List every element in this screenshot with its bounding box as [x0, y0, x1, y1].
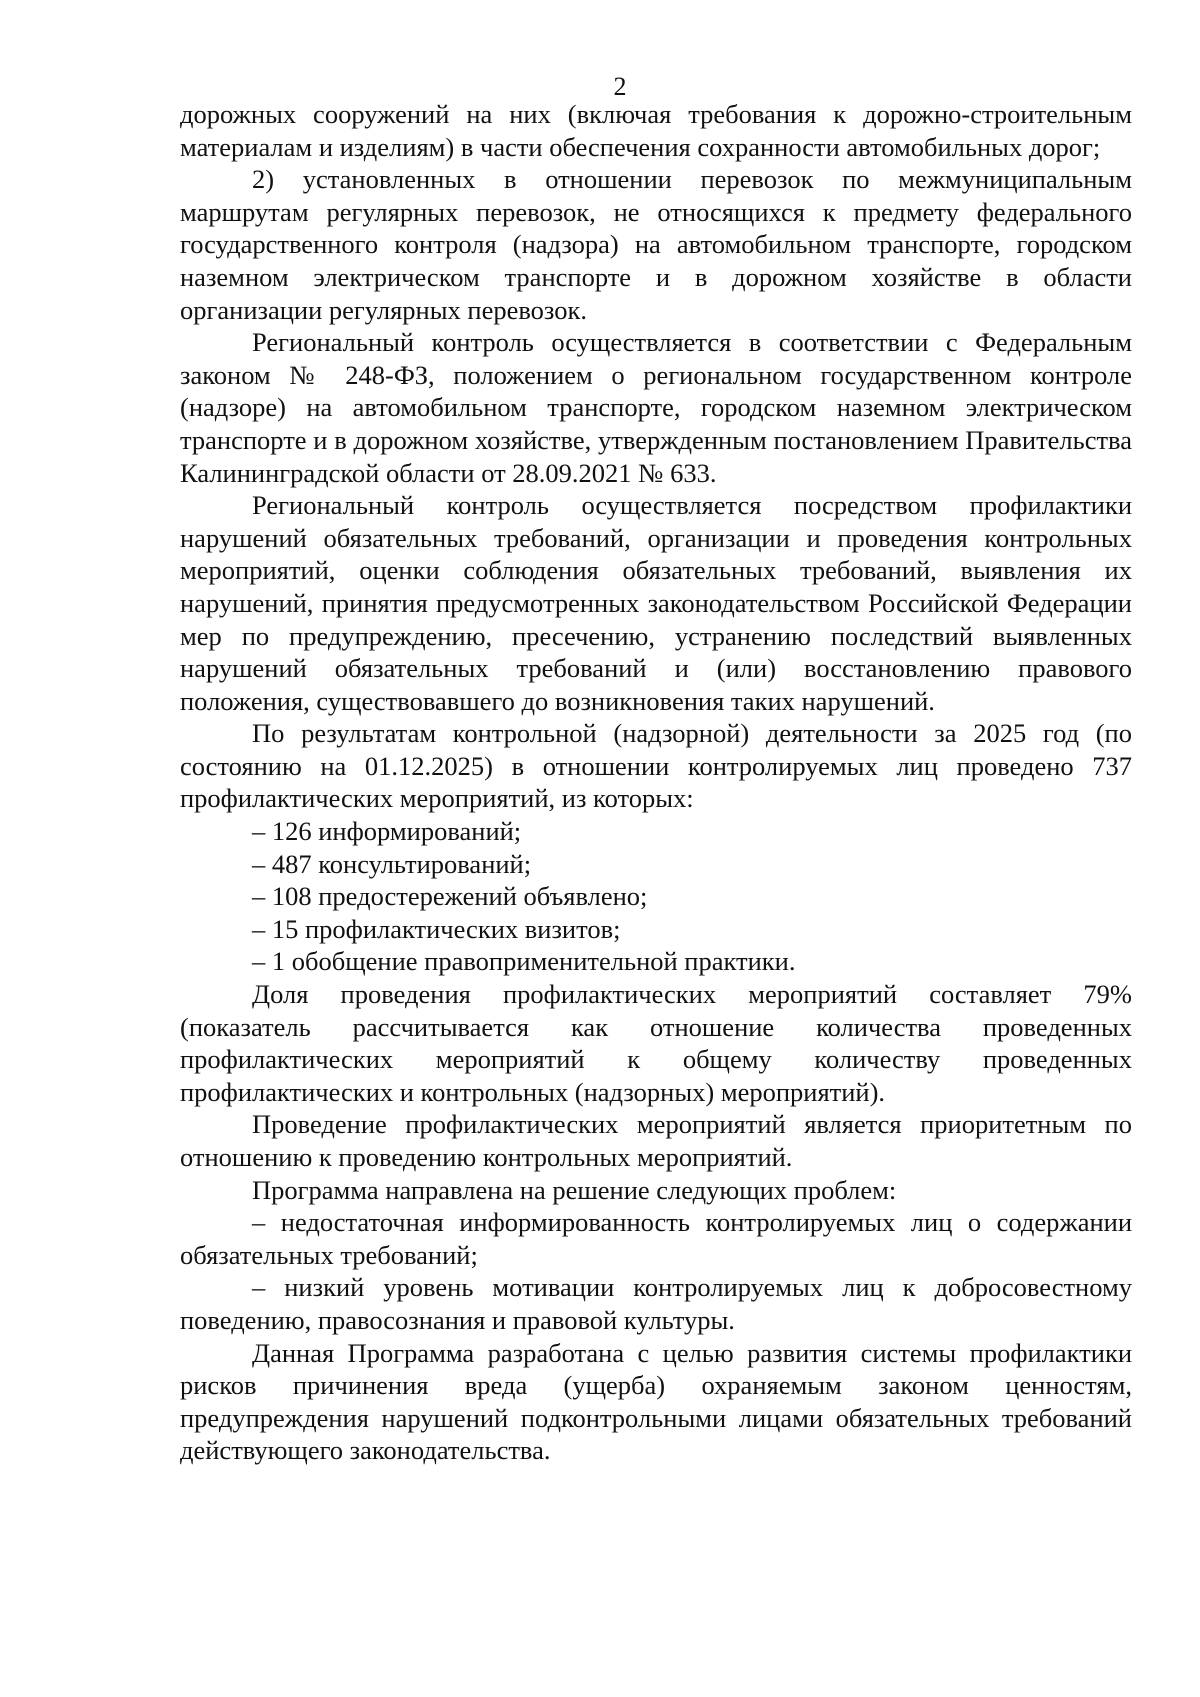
list-item: – 487 консультирований;: [252, 848, 532, 879]
paragraph-results-2025: По результатам контрольной (надзорной) деятельности за 2025 год (по состоянию на 01.12.2025) в отношении контролируемых лиц проведено 737 профилактических мероприятий, из которых:: [180, 718, 1132, 814]
paragraph-continuation: дорожных сооружений на них (включая требования к дорожно-строительным материалам и изделиям) в части обеспечения сохранности автомобильных дорог;: [180, 99, 1132, 162]
document-body: [180, 98, 1132, 1467]
paragraph-program-purpose: Данная Программа разработана с целью развития системы профилактики рисков причинения вреда (ущерба) охраняемым законом ценностям, предупреждения нарушений подконтрольными лицами обязательных требований действующего законодательства.: [180, 1337, 1132, 1466]
list-item: – 15 профилактических визитов;: [252, 913, 621, 944]
problem-item: – недостаточная информированность контролируемых лиц о содержании обязательных требований;: [180, 1207, 1132, 1270]
list-item: – 108 предостережений объявлено;: [252, 881, 648, 912]
list-item: – 1 обобщение правоприменительной практики.: [252, 946, 796, 977]
list-item: – 126 информирований;: [252, 816, 522, 847]
paragraph-legal-basis: Региональный контроль осуществляется в соответствии с Федеральным законом № 248-ФЗ, положением о региональном государственном контроле (надзоре) на автомобильном транспорте, городском наземном электрическом транспорте и в дорожном хозяйстве, утвержденным постановлением Правительства Калининградской области от 28.09.2021 № 633.: [180, 327, 1132, 488]
paragraph-control-methods: Региональный контроль осуществляется посредством профилактики нарушений обязательных требований, организации и проведения контрольных мероприятий, оценки соблюдения обязательных требований, выявления их нарушений, принятия предусмотренных законодательством Российской Федерации мер по предупреждению, пресечению, устранению последствий выявленных нарушений обязательных требований и (или) восстановлению правового положения, существовавшего до возникновения таких нарушений.: [180, 490, 1132, 716]
page-number: 2: [613, 72, 627, 101]
paragraph-share-indicator: Доля проведения профилактических мероприятий составляет 79% (показатель рассчитывается как отношение количества проведенных профилактических мероприятий к общему количеству проведенных профилактических и контрольных (надзорных) мероприятий).: [180, 979, 1132, 1107]
paragraph-problems-intro: Программа направлена на решение следующих проблем:: [252, 1174, 897, 1205]
paragraph-priority: Проведение профилактических мероприятий является приоритетным по отношению к проведению контрольных мероприятий.: [180, 1109, 1132, 1172]
problem-item: – низкий уровень мотивации контролируемых лиц к добросовестному поведению, правосознания и правовой культуры.: [180, 1272, 1132, 1335]
paragraph-item-2: 2) установленных в отношении перевозок по межмуниципальным маршрутам регулярных перевозок, не относящихся к предмету федерального государственного контроля (надзора) на автомобильном транспорте, городском наземном электрическом транспорте и в дорожном хозяйстве в области организации регулярных перевозок.: [180, 164, 1132, 325]
problems-list: [180, 1206, 1132, 1336]
prevention-measures-list: [180, 815, 1132, 978]
